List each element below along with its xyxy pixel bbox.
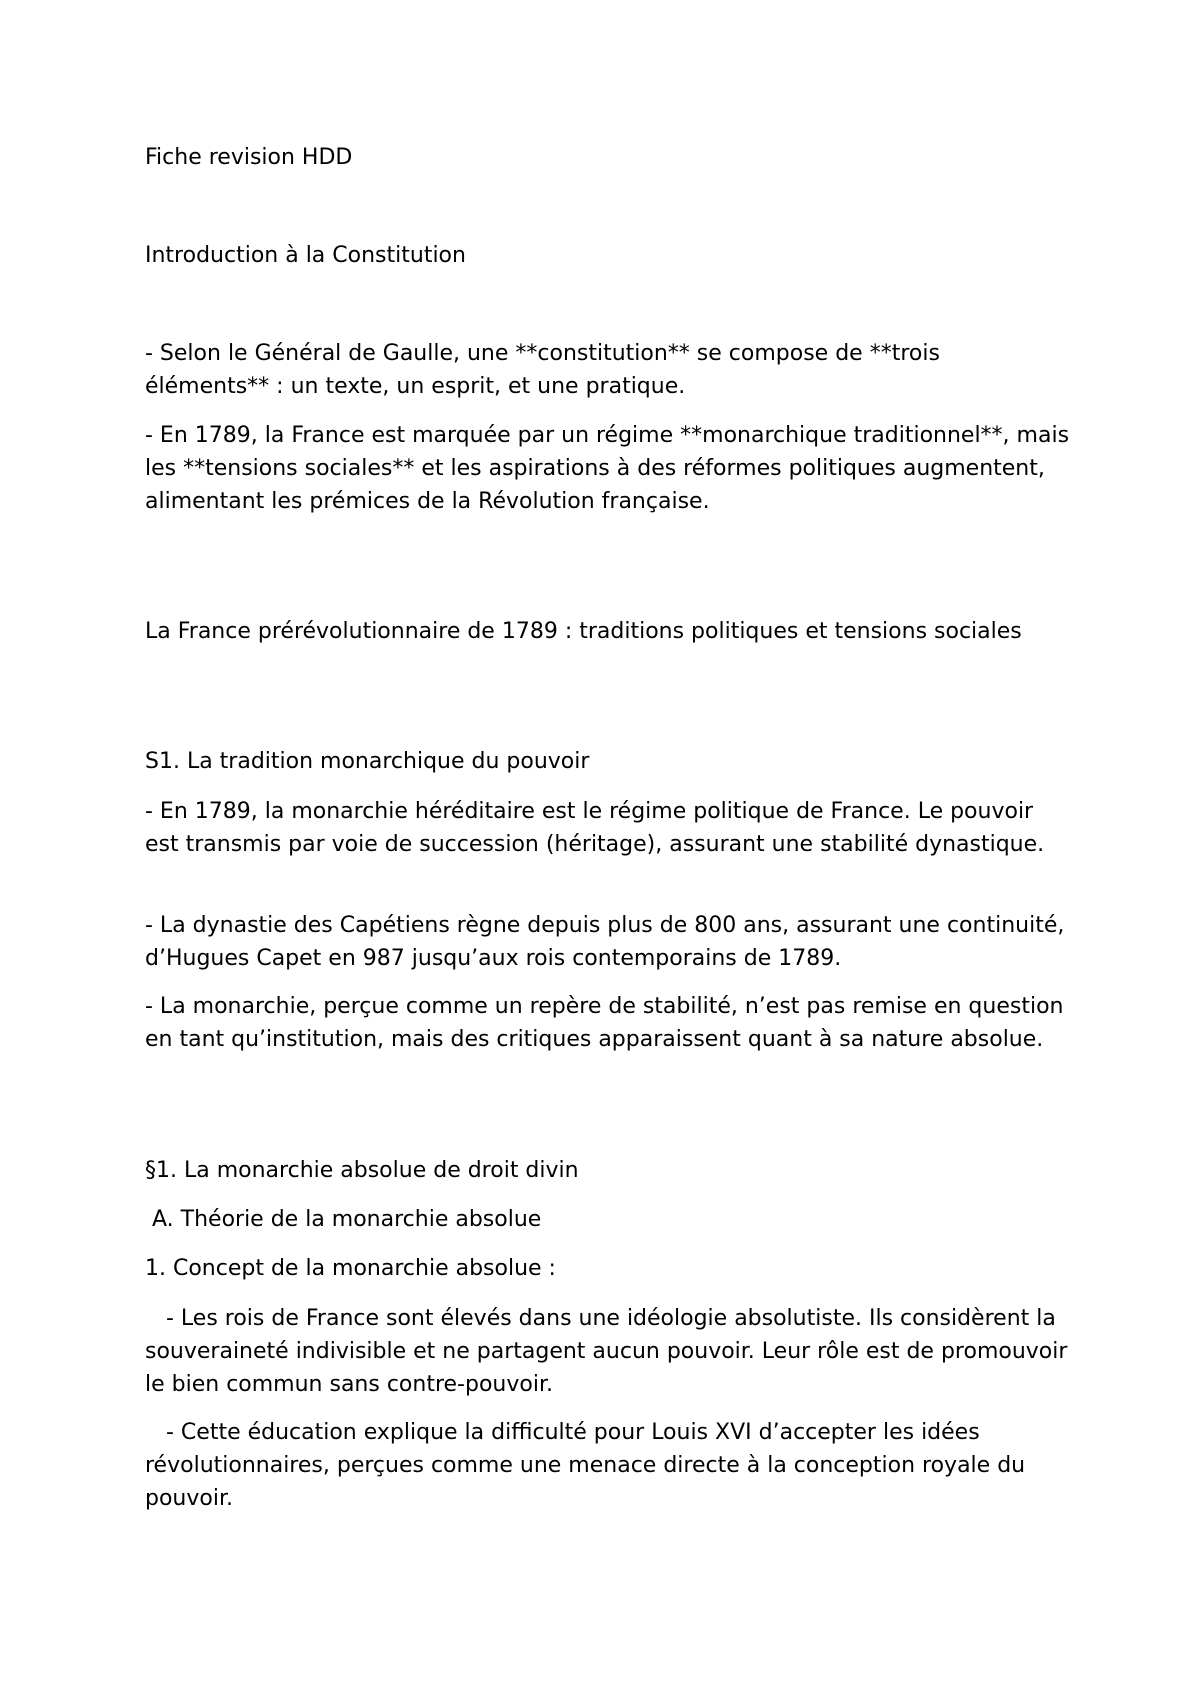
concept-paragraph-1: - Les rois de France sont élevés dans une idéologie absolutiste. Ils considèrent la souveraineté indivisible et ne partagent aucun pouvoir. Leur rôle est de promouvoir le bien commun sans contre-pouvoir.: [145, 1306, 1075, 1397]
s1-paragraph-3: - La monarchie, perçue comme un repère de stabilité, n’est pas remise en question en tant qu’institution, mais des critiques apparaissent quant à sa nature absolue.: [145, 994, 1064, 1052]
s1-paragraph-1: - En 1789, la monarchie héréditaire est le régime politique de France. Le pouvoir est transmis par voie de succession (héritage), assurant une stabilité dynastique.: [145, 799, 1045, 857]
document-title: Fiche revision HDD: [145, 145, 353, 170]
paragraph-1-heading: §1. La monarchie absolue de droit divin: [145, 1158, 579, 1183]
intro-paragraph-2: - En 1789, la France est marquée par un régime **monarchique traditionnel**, mais les **tensions sociales** et les aspirations à des réformes politiques augmentent, alimentant les prémices de la Révolution française.: [145, 423, 1070, 514]
concept-paragraph-2: - Cette éducation explique la difficulté pour Louis XVI d’accepter les idées révolutionnaires, perçues comme une menace directe à la conception royale du pouvoir.: [145, 1420, 1033, 1511]
concept-heading: 1. Concept de la monarchie absolue :: [145, 1256, 556, 1281]
subsection-a-heading: A. Théorie de la monarchie absolue: [145, 1207, 542, 1232]
s1-paragraph-2: - La dynastie des Capétiens règne depuis plus de 800 ans, assurant une continuité, d’Hugues Capet en 987 jusqu’aux rois contemporains de 1789.: [145, 913, 1065, 971]
intro-heading: Introduction à la Constitution: [145, 243, 466, 268]
section-heading: La France prérévolutionnaire de 1789 : traditions politiques et tensions sociales: [145, 619, 1022, 644]
intro-paragraph-1: - Selon le Général de Gaulle, une **constitution** se compose de **trois éléments** : un texte, un esprit, et une pratique.: [145, 341, 940, 399]
s1-heading: S1. La tradition monarchique du pouvoir: [145, 749, 590, 774]
